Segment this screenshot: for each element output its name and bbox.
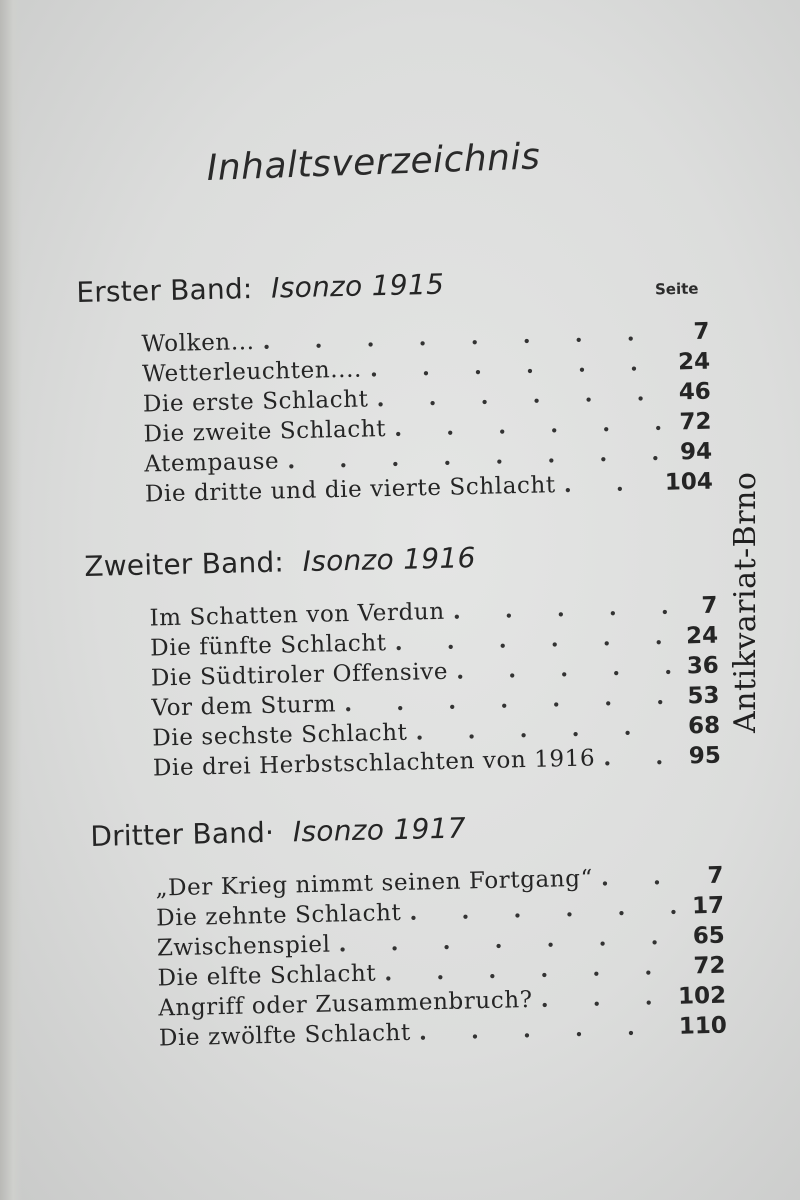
toc-entry-title: Wolken... — [141, 328, 255, 358]
leader-dots — [603, 742, 673, 774]
toc-entry-title: Die zehnte Schlacht — [155, 899, 402, 932]
volume-label: Zweiter Band — [84, 545, 275, 583]
volume-subtitle: Isonzo 1916 — [302, 541, 477, 579]
toc-entry-title: Zwischenspiel — [156, 931, 331, 962]
volume-subtitle: Isonzo 1915 — [270, 267, 445, 305]
toc-entry-title: Die erste Schlacht — [142, 386, 369, 418]
antiquarian-stamp: Antikvariat-Brno — [728, 471, 763, 733]
volume-separator: · — [264, 815, 275, 850]
toc-entry-page: 36 — [686, 652, 720, 680]
page-spine-shadow — [0, 0, 22, 1200]
toc-entry-list — [155, 861, 727, 1054]
toc-entry-list — [141, 317, 713, 510]
toc-entry-page: 110 — [678, 1012, 728, 1040]
volume-label: Dritter Band — [90, 816, 266, 853]
leader-dots — [563, 468, 657, 500]
volume-heading — [76, 261, 737, 309]
volume-subtitle: Isonzo 1917 — [292, 811, 467, 849]
toc-entry-page: 68 — [687, 712, 721, 740]
toc-entry-title: Im Schatten von Verdun — [149, 598, 446, 632]
toc-entry-page: 7 — [701, 592, 718, 620]
volume-heading — [84, 535, 745, 583]
toc-entry-title: Wetterleuchten.... — [141, 356, 363, 388]
toc-entry-page: 94 — [679, 438, 713, 466]
volume-label: Erster Band — [76, 272, 244, 309]
toc-entry-title: Die zweite Schlacht — [143, 416, 387, 448]
toc-entry-title: Die drei Herbstschlachten von 1916 — [152, 745, 596, 782]
page-title: Inhaltsverzeichnis — [206, 136, 541, 189]
page-column-label: Seite — [654, 279, 699, 299]
leader-dots — [456, 652, 671, 687]
leader-dots — [601, 862, 676, 894]
volume-separator: : — [273, 545, 285, 579]
leader-dots — [540, 982, 670, 1015]
volume-separator: : — [242, 272, 253, 306]
toc-entry-page: 72 — [693, 952, 726, 980]
toc-entry-title: Die Südtiroler Offensive — [150, 658, 449, 692]
toc-entry-page: 24 — [685, 622, 719, 650]
toc-entry-page: 24 — [677, 348, 711, 376]
toc-entry-title: „Der Krieg nimmt seinen Fortgang“ — [155, 865, 594, 902]
toc-entry-title: Die dritte und die vierte Schlacht — [144, 472, 557, 508]
toc-entry-title: Die fünfte Schlacht — [149, 630, 387, 662]
toc-entry-page: 53 — [687, 682, 720, 710]
leader-dots — [418, 1012, 671, 1048]
toc-entry-page: 17 — [691, 892, 725, 920]
volume-heading — [90, 805, 751, 853]
toc-entry-page: 104 — [664, 468, 714, 496]
toc-entry-title: Atempause — [143, 448, 280, 478]
toc-entry-page: 46 — [678, 378, 712, 406]
volume-section-3 — [90, 805, 755, 1055]
toc-entry-title: Die sechste Schlacht — [151, 719, 408, 752]
volume-section-2 — [84, 535, 749, 785]
toc-entry-list — [149, 591, 721, 784]
leader-dots — [452, 592, 669, 627]
toc-entry-title: Die zwölfte Schlacht — [158, 1019, 412, 1052]
toc-entry-page: 7 — [707, 862, 724, 890]
volume-section-1 — [76, 261, 741, 511]
toc-entry-title: Die elfte Schlacht — [157, 960, 377, 992]
toc-entry-page: 95 — [688, 742, 722, 770]
toc-entry-page: 102 — [677, 982, 727, 1010]
toc-entry-title: Angriff oder Zusammenbruch? — [157, 987, 533, 1022]
toc-entry-page: 7 — [693, 318, 710, 346]
toc-entry-page: 72 — [679, 408, 712, 436]
toc-entry-page: 65 — [692, 922, 726, 950]
toc-entry-title: Vor dem Sturm — [151, 691, 337, 722]
